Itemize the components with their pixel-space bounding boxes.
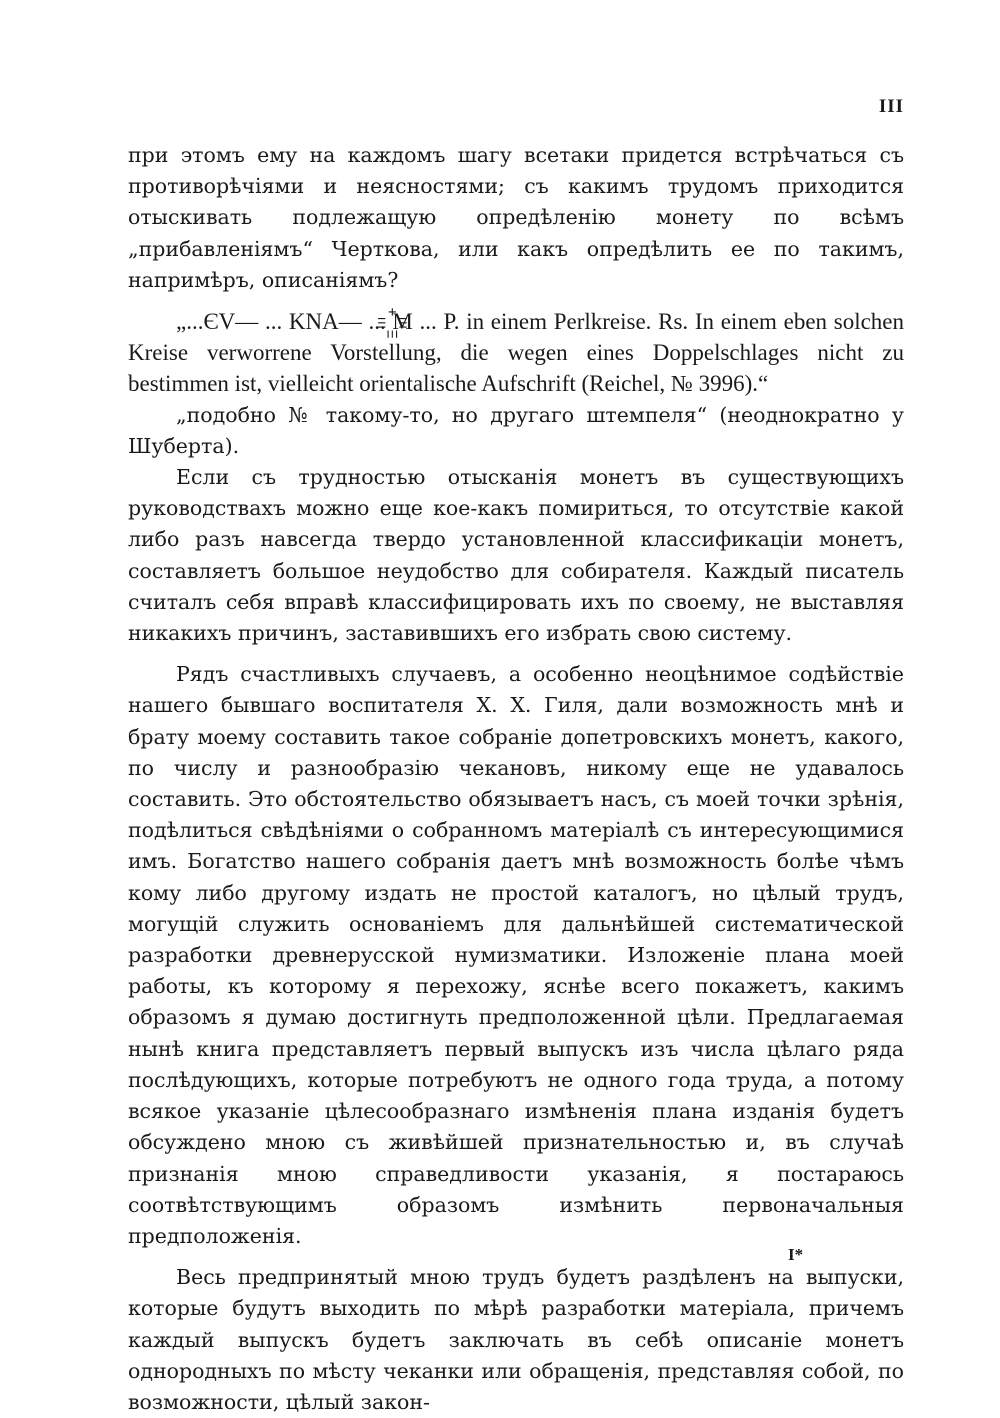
body-text xyxy=(128,140,904,1418)
paragraph-german-quote: „...ЄV— ... KNA— ... ꙲M ... P. in einem Perlkreise. Rs. In einem eben solchen Kreise verworrene Vorstellung, die wegen eines Doppelschlages nicht zu bestimmen ist, vielleicht orientalische Aufschrift (Reichel, № 3996).“ xyxy=(128,309,904,397)
paragraph-plan: Весь предпринятый мною трудъ будетъ раздѣленъ на выпуски, которые будутъ выходить по мѣрѣ разработки матеріала, причемъ каждый выпускъ будетъ заключать въ себѣ описаніе монетъ однородныхъ по мѣсту чеканки или обращенія, представляя собой, по возможности, цѣлый закон- xyxy=(128,1265,904,1414)
paragraph-continuation: при этомъ ему на каждомъ шагу всетаки придется встрѣчаться съ противорѣчіями и неясностями; съ какимъ трудомъ приходится отыскивать подлежащую опредѣленію монету по всѣмъ „прибавленіямъ“ Черткова, или какъ опредѣлить ее по такимъ, напримѣръ, описаніямъ? xyxy=(128,143,904,292)
printer-signature: I* xyxy=(788,1245,804,1264)
paragraph-classification: Если съ трудностью отысканія монетъ въ существующихъ руководствахъ можно еще кое-какъ помириться, то отсутствіе какой либо разъ навсегда твердо установленной классификаціи монетъ, составляетъ большое неудобство для собирателя. Каждый писатель считалъ себя вправѣ классифицировать ихъ по своему, не выставляя никакихъ причинъ, заставившихъ его избрать свою систему. xyxy=(128,465,904,646)
paragraph-schubert-quote: „подобно № такому-то, но другаго штемпеля“ (неоднократно у Шуберта). xyxy=(128,402,904,458)
paragraph-collection: Рядъ счастливыхъ случаевъ, а особенно неоцѣнимое содѣйствіе нашего бывшаго воспитателя Х. Х. Гиля, дали возможность мнѣ и брату моему составить такое собраніе допетровскихъ монетъ, какого, по числу и разнообразію чекановъ, никому еще не удавалось составить. Это обстоятельство обязываетъ насъ, съ моей точки зрѣнія, подѣлиться свѣдѣніями о собранномъ матеріалѣ съ интересующимися имъ. Богатство нашего собранія даетъ мнѣ возможность болѣе чѣмъ кому либо другому издать не простой каталогъ, но цѣлый трудъ, могущій служить основаніемъ для дальнѣйшей систематической разработки древнерусской нумизматики. Изложеніе плана моей работы, къ которому я перехожу, яснѣе всего покажетъ, какимъ образомъ я думаю достигнуть предположенной цѣли. Предлагаемая нынѣ книга представляетъ первый выпускъ изъ числа цѣлаго ряда послѣдующихъ, которые потребуютъ не одного года труда, а потому всякое указаніе цѣлесообразнаго измѣненія плана изданія будетъ обсуждено мною съ живѣйшей признательностью и, въ случаѣ признанія мною справедливости указанія, я постараюсь соотвѣтствующимъ образомъ измѣнить первоначальныя предположенія. xyxy=(128,662,904,1248)
page-number: III xyxy=(878,96,904,117)
